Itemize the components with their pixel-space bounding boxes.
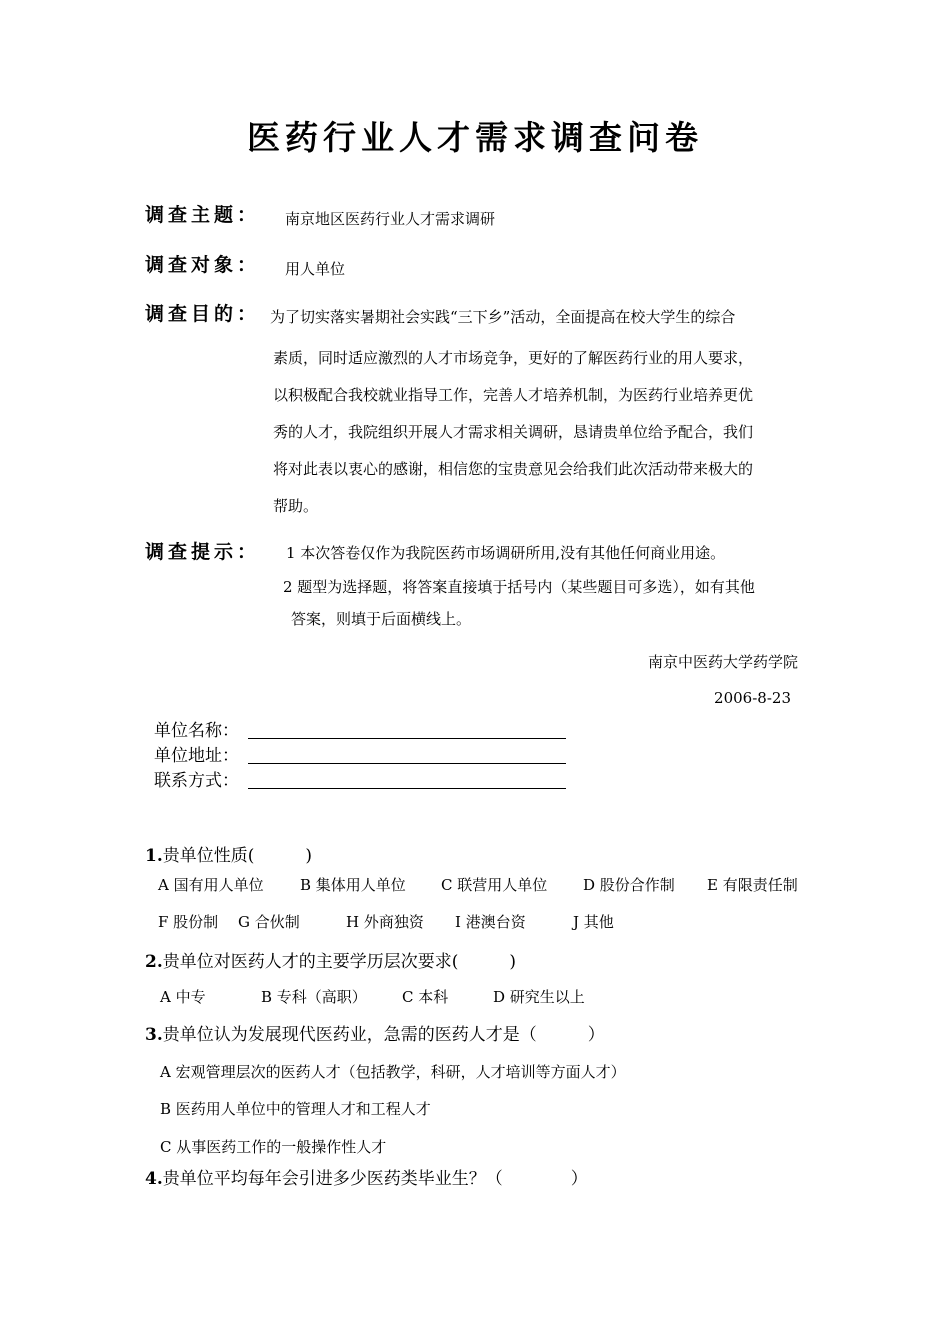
unit-name-input[interactable]: [248, 738, 566, 739]
question-text: 贵单位对医药人才的主要学历层次要求( ): [162, 952, 517, 972]
tips-line: 2 题型为选择题，将答案直接填于括号内（某些题目可多选），如有其他: [283, 578, 755, 596]
option[interactable]: E 有限责任制: [707, 876, 798, 894]
option[interactable]: A 中专: [160, 988, 206, 1006]
option[interactable]: D 研究生以上: [493, 988, 585, 1006]
target-label: 调查对象：: [145, 254, 261, 276]
tips-line: 1 本次答卷仅作为我院医药市场调研所用,没有其他任何商业用途。: [286, 544, 726, 562]
purpose-line: 以积极配合我校就业指导工作，完善人才培养机制，为医药行业培养更优: [273, 386, 754, 404]
question-4: [145, 1164, 588, 1189]
purpose-line: 将对此表以衷心的感谢，相信您的宝贵意见会给我们此次活动带来极大的: [273, 460, 754, 478]
option[interactable]: I 港澳台资: [455, 913, 526, 931]
option[interactable]: B 医药用人单位中的管理人才和工程人才: [160, 1100, 431, 1118]
option[interactable]: G 合伙制: [238, 913, 300, 931]
option[interactable]: H 外商独资: [346, 913, 424, 931]
purpose-line: 素质，同时适应激烈的人才市场竞争，更好的了解医药行业的用人要求，: [273, 349, 754, 367]
tips-line: 答案，则填于后面横线上。: [291, 610, 472, 628]
question-1: [145, 841, 312, 866]
question-number: 2.: [145, 952, 163, 972]
contact-input[interactable]: [248, 788, 566, 789]
question-number: 3.: [145, 1025, 163, 1045]
contact-label: 联系方式：: [154, 771, 239, 791]
option[interactable]: F 股份制: [158, 913, 219, 931]
question-2: [145, 947, 516, 972]
page-title: 医药行业人才需求调查问卷: [247, 118, 703, 157]
unit-name-label: 单位名称：: [154, 721, 239, 741]
purpose-line: 为了切实落实暑期社会实践“三下乡”活动，全面提高在校大学生的综合: [270, 308, 736, 326]
theme-label: 调查主题：: [145, 204, 261, 226]
date: 2006-8-23: [714, 689, 791, 707]
organization: 南京中医药大学药学院: [647, 653, 798, 671]
tips-label: 调查提示：: [145, 541, 261, 563]
question-text: 贵单位性质( ): [162, 846, 313, 866]
purpose-line: 秀的人才，我院组织开展人才需求相关调研，恳请贵单位给予配合，我们: [273, 423, 754, 441]
question-number: 1.: [145, 846, 163, 866]
target-value: 用人单位: [285, 260, 346, 278]
option[interactable]: B 专科（高职）: [261, 988, 367, 1006]
question-3: [145, 1020, 605, 1045]
purpose-line: 帮助。: [273, 497, 319, 515]
purpose-label: 调查目的：: [145, 303, 261, 325]
option[interactable]: B 集体用人单位: [300, 876, 406, 894]
question-text: 贵单位认为发展现代医药业，急需的医药人才是（ ）: [162, 1025, 605, 1045]
unit-address-label: 单位地址：: [154, 746, 239, 766]
option[interactable]: A 国有用人单位: [158, 876, 264, 894]
option[interactable]: D 股份合作制: [583, 876, 675, 894]
option[interactable]: C 本科: [402, 988, 449, 1006]
theme-value: 南京地区医药行业人才需求调研: [285, 210, 496, 228]
question-number: 4.: [145, 1169, 163, 1189]
option[interactable]: C 联营用人单位: [441, 876, 548, 894]
option[interactable]: A 宏观管理层次的医药人才（包括教学，科研，人才培训等方面人才）: [160, 1063, 626, 1081]
option[interactable]: C 从事医药工作的一般操作性人才: [160, 1138, 387, 1156]
question-text: 贵单位平均每年会引进多少医药类毕业生？（ ）: [162, 1169, 588, 1189]
option[interactable]: J 其他: [573, 913, 614, 931]
unit-address-input[interactable]: [248, 763, 566, 764]
